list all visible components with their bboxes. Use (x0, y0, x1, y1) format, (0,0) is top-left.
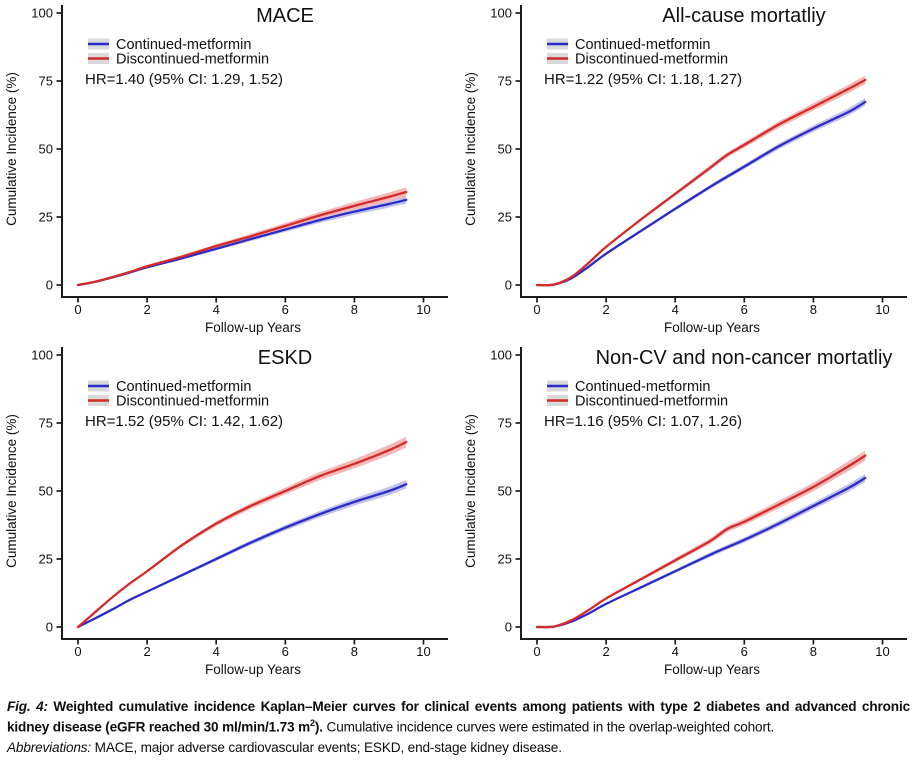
x-tick-label: 6 (281, 302, 289, 317)
y-tick-label: 75 (497, 73, 512, 89)
hr-annotation: HR=1.22 (95% CI: 1.18, 1.27) (544, 71, 743, 88)
x-tick-label: 6 (740, 644, 748, 659)
y-axis-label: Cumulative Incidence (%) (4, 72, 19, 226)
panel-mace (0, 0, 459, 342)
panel-title: All-cause mortatliy (662, 5, 826, 27)
ci-band-discontinued-metformin (537, 76, 865, 285)
x-tick-label: 0 (74, 302, 82, 317)
y-tick-label: 25 (38, 551, 53, 567)
y-tick-label: 25 (497, 209, 512, 225)
y-tick-label: 0 (504, 619, 512, 635)
caption-segment: Cumulative incidence curves were estimated in the overlap-weighted cohort. (326, 719, 775, 735)
caption-segment: Weighted cumulative incidence Kaplan–Meier curves for clinical events among patients with type 2 diabetes and advanced chronic kidney disease (eGFR reached 30 ml/min/1.73 m (7, 699, 910, 735)
chart-eskd (0, 342, 459, 684)
y-tick-label: 100 (31, 5, 53, 21)
y-tick-label: 75 (38, 415, 53, 431)
series-line-continued-metformin (537, 478, 865, 627)
ci-band-discontinued-metformin (537, 450, 865, 627)
ci-band-discontinued-metformin (78, 437, 406, 627)
y-axis-label: Cumulative Incidence (%) (4, 414, 19, 568)
figure-caption (0, 684, 919, 759)
y-tick-label: 50 (38, 141, 53, 157)
x-tick-label: 6 (281, 644, 289, 659)
series-line-discontinued-metformin (78, 192, 406, 285)
x-tick-label: 8 (809, 644, 818, 659)
series-line-discontinued-metformin (78, 442, 406, 627)
x-axis-label: Follow-up Years (663, 662, 761, 677)
y-tick-label: 0 (504, 277, 512, 293)
x-axis-label: Follow-up Years (204, 662, 302, 677)
x-tick-label: 4 (212, 644, 220, 659)
caption-paragraph (7, 697, 910, 738)
series-line-discontinued-metformin (537, 80, 865, 285)
x-tick-label: 0 (74, 644, 82, 659)
x-tick-label: 2 (602, 302, 610, 317)
hr-annotation: HR=1.52 (95% CI: 1.42, 1.62) (85, 413, 284, 430)
legend-label: Discontinued-metformin (116, 393, 270, 410)
chart-all-cause-mortality (459, 0, 918, 342)
caption-segment: ). (314, 719, 327, 735)
legend-label: Continued-metformin (116, 37, 252, 53)
x-tick-label: 10 (875, 644, 890, 659)
y-tick-label: 25 (38, 209, 53, 225)
ci-band-discontinued-metformin (78, 187, 406, 285)
legend-label: Discontinued-metformin (575, 51, 729, 68)
chart-non-cv-non-cancer-mortality (459, 342, 918, 684)
panel-all-cause-mortality (459, 0, 919, 342)
panel-title: Non-CV and non-cancer mortatliy (595, 347, 893, 369)
y-axis-label: Cumulative Incidence (%) (463, 72, 478, 226)
y-tick-label: 100 (490, 347, 512, 363)
y-tick-label: 0 (45, 619, 53, 635)
y-axis-label: Cumulative Incidence (%) (463, 414, 478, 568)
x-tick-label: 4 (671, 644, 679, 659)
y-tick-label: 25 (497, 551, 512, 567)
caption-segment: MACE, major adverse cardiovascular events; ESKD, end-stage kidney disease. (91, 740, 562, 756)
caption-segment: 2 (310, 718, 315, 729)
panel-non-cv-non-cancer-mortality (459, 342, 919, 684)
caption-segment: Abbreviations: (7, 740, 92, 756)
y-tick-label: 100 (490, 5, 512, 21)
caption-paragraph (7, 738, 910, 758)
legend-label: Continued-metformin (575, 379, 711, 395)
x-tick-label: 8 (809, 302, 818, 317)
x-axis-label: Follow-up Years (204, 320, 302, 335)
x-tick-label: 10 (875, 302, 890, 317)
y-tick-label: 100 (31, 347, 53, 363)
panel-eskd (0, 342, 459, 684)
legend-label: Continued-metformin (575, 37, 711, 53)
legend-label: Discontinued-metformin (575, 393, 729, 410)
x-tick-label: 2 (143, 644, 151, 659)
y-tick-label: 50 (38, 483, 53, 499)
legend-label: Discontinued-metformin (116, 51, 270, 68)
x-tick-label: 10 (416, 302, 431, 317)
hr-annotation: HR=1.16 (95% CI: 1.07, 1.26) (544, 413, 743, 430)
x-tick-label: 0 (533, 302, 541, 317)
chart-mace (0, 0, 459, 342)
x-tick-label: 2 (602, 644, 610, 659)
x-tick-label: 10 (416, 644, 431, 659)
y-tick-label: 75 (38, 73, 53, 89)
panel-title: MACE (256, 5, 314, 27)
x-tick-label: 8 (350, 302, 359, 317)
legend-label: Continued-metformin (116, 379, 252, 395)
x-axis-label: Follow-up Years (663, 320, 761, 335)
x-tick-label: 0 (533, 644, 541, 659)
series-line-continued-metformin (78, 484, 406, 627)
ci-band-continued-metformin (537, 474, 865, 627)
y-tick-label: 75 (497, 415, 512, 431)
x-tick-label: 4 (212, 302, 220, 317)
caption-segment: Fig. 4: (7, 699, 48, 714)
hr-annotation: HR=1.40 (95% CI: 1.29, 1.52) (85, 71, 284, 88)
y-tick-label: 0 (45, 277, 53, 293)
x-tick-label: 8 (350, 644, 359, 659)
x-tick-label: 4 (671, 302, 679, 317)
x-tick-label: 6 (740, 302, 748, 317)
panel-title: ESKD (257, 347, 313, 369)
y-tick-label: 50 (497, 483, 512, 499)
x-tick-label: 2 (143, 302, 151, 317)
y-tick-label: 50 (497, 141, 512, 157)
